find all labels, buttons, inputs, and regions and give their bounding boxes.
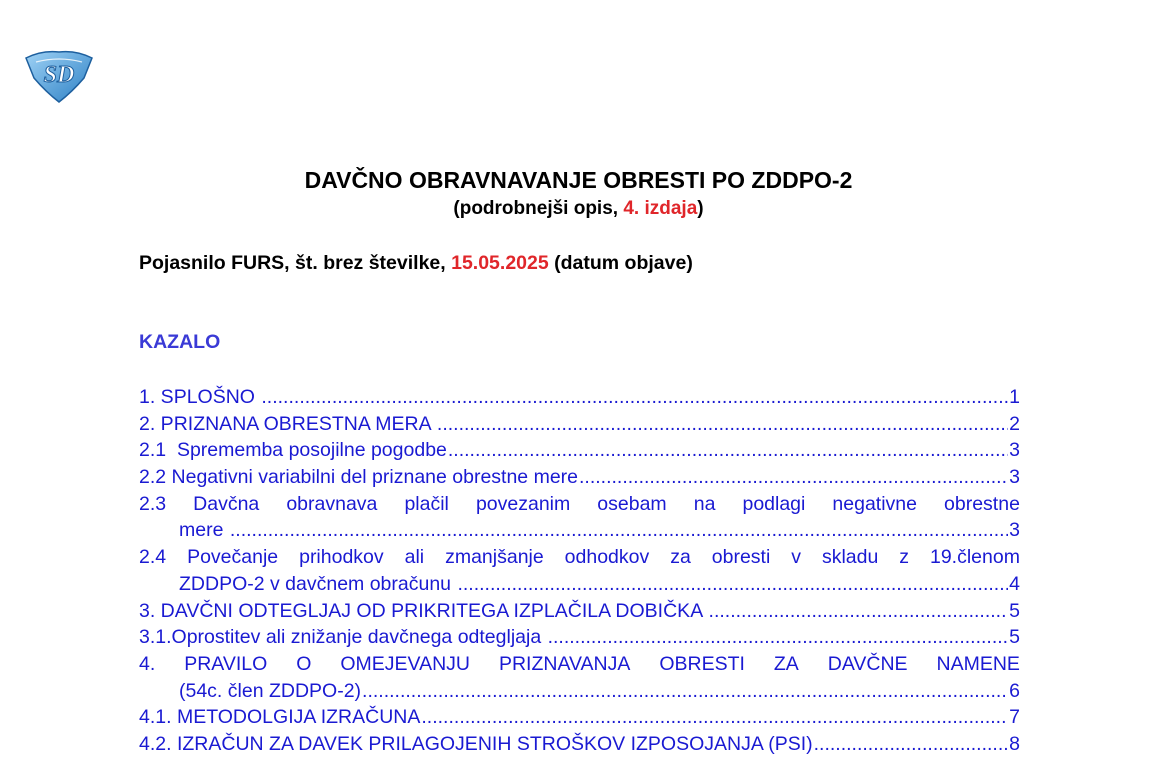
toc-entry-3[interactable]: 3. DAVČNI ODTEGLJAJ OD PRIKRITEGA IZPLAČILA DOBIČKA ..... 5 [139, 598, 1020, 625]
toc-entry-2-4-cont[interactable]: ZDDPO-2 v davčnem obračunu ..... 4 [139, 571, 1020, 598]
toc-entry-2[interactable]: 2. PRIZNANA OBRESTNA MERA ..... 2 [139, 411, 1020, 438]
toc-entry-2-1[interactable]: 2.1 Sprememba posojilne pogodbe ..... 3 [139, 437, 1020, 464]
toc-entry-3-1[interactable]: 3.1. Oprostitev ali znižanje davčnega odtegljaja ..... 5 [139, 624, 1020, 651]
toc-entry-4[interactable]: 4. PRAVILO O OMEJEVANJU PRIZNAVANJA OBRESTI ZA DAVČNE NAMENE [139, 652, 1020, 675]
table-of-contents [139, 384, 1020, 758]
document-subtitle: (podrobnejši opis, 4. izdaja) [453, 198, 704, 219]
toc-entry-1[interactable]: 1. SPLOŠNO ..... 1 [139, 384, 1020, 411]
document-title: DAVČNO OBRAVNAVANJE OBRESTI PO ZDDPO-2 [304, 167, 853, 193]
toc-entry-2-3-cont[interactable]: mere ..... 3 [139, 517, 1020, 544]
edition-label: 4. izdaja [623, 198, 698, 219]
toc-heading: KAZALO [139, 331, 221, 353]
publication-date: 15.05.2025 [451, 252, 549, 274]
toc-entry-4-2[interactable]: 4.2. IZRAČUN ZA DAVEK PRILAGOJENIH STROŠKOV IZPOSOJANJA (PSI) ..... 8 [139, 731, 1020, 758]
source-line: Pojasnilo FURS, št. brez številke, 15.05.2025 (datum objave) [139, 252, 693, 274]
toc-entry-2-3[interactable]: 2.3 Davčna obravnava plačil povezanim osebam na podlagi negativne obrestne [139, 492, 1020, 515]
svg-text:SD: SD [43, 62, 75, 88]
toc-entry-2-2[interactable]: 2.2 Negativni variabilni del priznane obrestne mere ..... 3 [139, 464, 1020, 491]
toc-entry-2-4[interactable]: 2.4 Povečanje prihodkov ali zmanjšanje odhodkov za obresti v skladu z 19.členom [139, 546, 1020, 569]
company-logo [22, 48, 96, 104]
toc-entry-4-1[interactable]: 4.1. METODOLGIJA IZRAČUNA ..... 7 [139, 704, 1020, 731]
toc-entry-4-cont[interactable]: (54c. člen ZDDPO-2) ..... 6 [139, 678, 1020, 705]
